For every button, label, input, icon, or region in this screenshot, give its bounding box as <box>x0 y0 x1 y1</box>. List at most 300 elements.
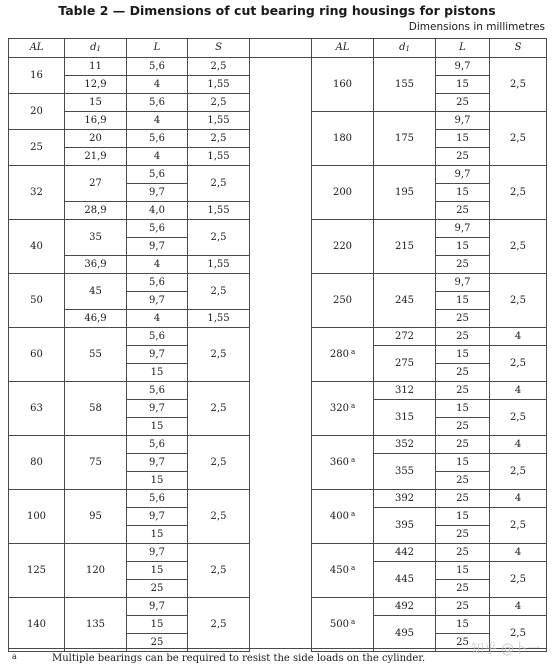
cell-value: 15 <box>456 618 469 630</box>
cell-left-al <box>9 382 65 436</box>
header-s-right: S <box>490 39 547 58</box>
cell-right-s <box>490 112 547 166</box>
cell-value: 442 <box>394 546 415 558</box>
cell-left-d1 <box>65 490 127 544</box>
cell-value: 1,55 <box>207 114 230 126</box>
cell-value: 2,5 <box>510 240 526 252</box>
cell-left-l <box>127 472 188 490</box>
cell-value: 15 <box>150 618 164 630</box>
cell-left-l <box>127 454 188 472</box>
cell-left-s <box>188 490 250 544</box>
cell-left-l <box>127 346 188 364</box>
cell-value: 312 <box>394 384 415 396</box>
cell-value: 9,7 <box>149 186 165 198</box>
cell-left-l <box>127 94 188 112</box>
cell-value: 2,5 <box>510 78 526 90</box>
cell-value: 2,5 <box>210 132 227 144</box>
cell-value: 9,7 <box>454 276 471 288</box>
cell-value: 27 <box>89 177 102 189</box>
cell-value: 32 <box>30 186 43 198</box>
cell-value: 2,5 <box>210 402 227 414</box>
cell-right-al <box>312 166 374 220</box>
cell-left-d1 <box>65 220 127 256</box>
cell-value: 5,6 <box>149 60 165 72</box>
cell-left-al <box>9 58 65 94</box>
cell-value: 2,5 <box>210 564 227 576</box>
cell-value: 445 <box>394 573 415 585</box>
cell-value: 2,5 <box>510 573 526 585</box>
cell-right-al <box>312 544 374 598</box>
cell-left-s <box>188 256 250 274</box>
cell-right-s <box>490 544 547 562</box>
cell-right-l <box>436 184 490 202</box>
cell-value: 9,7 <box>454 168 471 180</box>
cell-value: 20 <box>89 132 102 144</box>
cell-right-d1 <box>374 220 436 274</box>
cell-left-l <box>127 328 188 346</box>
cell-value: 272 <box>394 330 415 342</box>
cell-right-l <box>436 274 490 292</box>
header-d1 <box>65 39 127 58</box>
cell-value: 5,6 <box>149 492 165 504</box>
cell-left-s <box>188 274 250 310</box>
cell-left-l <box>127 418 188 436</box>
cell-value: 275 <box>394 357 415 369</box>
cell-right-al <box>312 598 374 652</box>
cell-left-d1 <box>65 112 127 130</box>
cell-value: 25 <box>456 150 469 162</box>
cell-right-l <box>436 400 490 418</box>
cell-right-s <box>490 220 547 274</box>
cell-right-al <box>312 112 374 166</box>
cell-value: 9,7 <box>149 294 165 306</box>
cell-left-al <box>9 490 65 544</box>
cell-value: 21,9 <box>84 150 107 162</box>
cell-value: 63 <box>30 402 43 414</box>
cell-right-s <box>490 328 547 346</box>
cell-value: 2,5 <box>510 357 526 369</box>
cell-value: 16 <box>30 69 43 81</box>
cell-value: 25 <box>456 528 469 540</box>
cell-left-l <box>127 382 188 400</box>
cell-value: 15 <box>456 402 469 414</box>
cell-left-s <box>188 94 250 112</box>
cell-value: 2,5 <box>510 132 526 144</box>
cell-left-l <box>127 544 188 562</box>
table-row <box>9 58 547 76</box>
cell-left-al <box>9 220 65 274</box>
cell-right-al <box>312 328 374 382</box>
cell-value: 25 <box>150 582 164 594</box>
header-d1-base-right: d <box>399 42 406 53</box>
cell-right-l <box>436 256 490 274</box>
footnote-ref: a <box>350 509 356 518</box>
cell-right-d1 <box>374 346 436 382</box>
cell-value: 16,9 <box>84 114 107 126</box>
cell-value: 11 <box>89 60 102 72</box>
cell-left-s <box>188 310 250 328</box>
cell-left-d1 <box>65 58 127 76</box>
cell-right-l <box>436 454 490 472</box>
cell-left-l <box>127 508 188 526</box>
cell-value: 1,55 <box>207 150 230 162</box>
cell-right-al <box>312 274 374 328</box>
cell-value: 195 <box>394 186 415 198</box>
cell-right-s <box>490 274 547 328</box>
header-row <box>9 39 547 58</box>
cell-value: 400 <box>329 510 349 522</box>
footnote-ref: a <box>350 455 356 464</box>
cell-right-s <box>490 454 547 490</box>
cell-value: 250 <box>332 294 353 306</box>
footnote-marker: a <box>12 652 17 661</box>
cell-value: 135 <box>85 618 106 630</box>
cell-right-l <box>436 130 490 148</box>
cell-left-d1 <box>65 166 127 202</box>
cell-value: 20 <box>30 105 43 117</box>
cell-value: 5,6 <box>149 438 165 450</box>
cell-right-d1 <box>374 598 436 616</box>
cell-value: 25 <box>456 636 469 648</box>
cell-left-d1 <box>65 148 127 166</box>
cell-value: 100 <box>26 510 47 522</box>
cell-value: 25 <box>456 330 469 342</box>
cell-value: 2,5 <box>210 60 227 72</box>
cell-left-d1 <box>65 544 127 598</box>
cell-right-l <box>436 526 490 544</box>
cell-right-s <box>490 490 547 508</box>
cell-right-s <box>490 598 547 616</box>
cell-left-d1 <box>65 76 127 94</box>
cell-value: 5,6 <box>149 330 165 342</box>
cell-right-d1 <box>374 400 436 436</box>
cell-value: 25 <box>456 96 469 108</box>
cell-left-l <box>127 112 188 130</box>
cell-value: 155 <box>394 78 415 90</box>
cell-value: 4,0 <box>149 204 165 216</box>
cell-value: 15 <box>89 96 102 108</box>
cell-value: 360 <box>329 456 349 468</box>
cell-value: 315 <box>394 411 415 423</box>
cell-value: 395 <box>394 519 415 531</box>
cell-value: 15 <box>150 420 164 432</box>
cell-value: 9,7 <box>149 240 165 252</box>
cell-right-l <box>436 292 490 310</box>
cell-value: 492 <box>394 600 415 612</box>
cell-left-l <box>127 310 188 328</box>
cell-left-s <box>188 166 250 202</box>
cell-left-s <box>188 436 250 490</box>
cell-value: 15 <box>456 510 469 522</box>
cell-value: 5,6 <box>149 384 165 396</box>
cell-value: 80 <box>30 456 43 468</box>
cell-left-s <box>188 328 250 382</box>
cell-value: 15 <box>456 186 469 198</box>
cell-value: 4 <box>514 600 522 612</box>
cell-value: 25 <box>456 366 469 378</box>
cell-value: 1,55 <box>207 204 230 216</box>
cell-left-l <box>127 526 188 544</box>
cell-value: 15 <box>150 474 164 486</box>
cell-right-l <box>436 94 490 112</box>
watermark: 知乎 @卜一 <box>470 642 540 657</box>
cell-right-l <box>436 202 490 220</box>
cell-value: 2,5 <box>510 186 526 198</box>
cell-left-d1 <box>65 202 127 220</box>
cell-left-l <box>127 76 188 94</box>
cell-left-l <box>127 184 188 202</box>
cell-value: 46,9 <box>84 312 107 324</box>
cell-value: 95 <box>89 510 102 522</box>
cell-value: 12,9 <box>84 78 107 90</box>
cell-value: 1,55 <box>207 78 230 90</box>
cell-value: 25 <box>456 438 469 450</box>
cell-left-d1 <box>65 256 127 274</box>
footnote-ref: a <box>350 563 356 572</box>
footnote-ref: a <box>350 401 356 410</box>
units-note: Dimensions in millimetres <box>408 21 545 33</box>
cell-left-al <box>9 94 65 130</box>
header-d1-base: d <box>90 42 97 53</box>
cell-value: 2,5 <box>210 177 227 189</box>
cell-left-l <box>127 598 188 616</box>
cell-left-l <box>127 148 188 166</box>
cell-left-l <box>127 256 188 274</box>
cell-left-s <box>188 220 250 256</box>
header-s: S <box>188 39 250 58</box>
cell-value: 15 <box>456 78 469 90</box>
cell-value: 500 <box>329 618 349 630</box>
cell-left-d1 <box>65 94 127 112</box>
cell-value: 25 <box>456 312 469 324</box>
cell-right-l <box>436 580 490 598</box>
table-body <box>9 58 547 652</box>
cell-left-s <box>188 76 250 94</box>
cell-left-s <box>188 130 250 148</box>
header-d1-right <box>374 39 436 58</box>
cell-value: 50 <box>30 294 43 306</box>
cell-value: 355 <box>394 465 415 477</box>
cell-value: 125 <box>26 564 47 576</box>
cell-right-al <box>312 58 374 112</box>
cell-value: 15 <box>456 456 469 468</box>
cell-right-al <box>312 490 374 544</box>
cell-value: 2,5 <box>210 456 227 468</box>
cell-value: 5,6 <box>149 168 165 180</box>
cell-right-d1 <box>374 544 436 562</box>
cell-value: 495 <box>394 627 415 639</box>
cell-left-l <box>127 274 188 292</box>
cell-value: 160 <box>332 78 353 90</box>
cell-value: 25 <box>456 420 469 432</box>
cell-right-l <box>436 220 490 238</box>
cell-left-s <box>188 382 250 436</box>
cell-value: 25 <box>456 474 469 486</box>
cell-value: 4 <box>514 438 522 450</box>
cell-left-d1 <box>65 274 127 310</box>
cell-value: 15 <box>456 564 469 576</box>
cell-value: 2,5 <box>510 519 526 531</box>
cell-value: 1,55 <box>207 312 230 324</box>
cell-value: 60 <box>30 348 43 360</box>
footnote-text: Multiple bearings can be required to resist the side loads on the cylinder. <box>52 653 426 664</box>
cell-left-d1 <box>65 310 127 328</box>
cell-right-s <box>490 400 547 436</box>
cell-right-d1 <box>374 436 436 454</box>
cell-right-l <box>436 310 490 328</box>
cell-right-l <box>436 238 490 256</box>
cell-right-d1 <box>374 274 436 328</box>
cell-value: 15 <box>456 348 469 360</box>
cell-value: 9,7 <box>454 222 471 234</box>
cell-value: 220 <box>332 240 353 252</box>
cell-value: 352 <box>394 438 415 450</box>
cell-value: 75 <box>89 456 102 468</box>
cell-left-l <box>127 490 188 508</box>
cell-value: 25 <box>456 582 469 594</box>
cell-value: 2,5 <box>510 627 526 639</box>
cell-left-al <box>9 166 65 220</box>
cell-value: 4 <box>153 258 161 270</box>
cell-value: 4 <box>153 150 161 162</box>
cell-right-d1 <box>374 616 436 652</box>
cell-value: 175 <box>394 132 415 144</box>
header-l-right: L <box>436 39 490 58</box>
cell-left-l <box>127 58 188 76</box>
cell-value: 215 <box>394 240 415 252</box>
cell-value: 58 <box>89 402 102 414</box>
cell-left-l <box>127 580 188 598</box>
cell-left-al <box>9 598 65 652</box>
cell-value: 25 <box>456 546 469 558</box>
cell-value: 15 <box>150 564 164 576</box>
header-al-right: AL <box>312 39 374 58</box>
cell-value: 245 <box>394 294 415 306</box>
cell-value: 4 <box>153 312 161 324</box>
cell-right-l <box>436 508 490 526</box>
cell-right-al <box>312 382 374 436</box>
cell-left-al <box>9 544 65 598</box>
cell-right-l <box>436 328 490 346</box>
cell-value: 2,5 <box>210 231 227 243</box>
cell-right-l <box>436 58 490 76</box>
cell-value: 280 <box>329 348 349 360</box>
cell-right-s <box>490 562 547 598</box>
cell-value: 9,7 <box>149 600 165 612</box>
cell-right-s <box>490 382 547 400</box>
cell-value: 25 <box>150 636 164 648</box>
cell-left-l <box>127 238 188 256</box>
cell-value: 2,5 <box>210 348 227 360</box>
cell-left-s <box>188 544 250 598</box>
cell-right-d1 <box>374 166 436 220</box>
cell-left-l <box>127 166 188 184</box>
cell-value: 4 <box>514 546 522 558</box>
cell-right-s <box>490 436 547 454</box>
cell-value: 4 <box>514 384 522 396</box>
table-title: Table 2 — Dimensions of cut bearing ring housings for pistons <box>58 3 496 18</box>
cell-left-al <box>9 130 65 166</box>
cell-right-l <box>436 490 490 508</box>
cell-right-d1 <box>374 58 436 112</box>
cell-value: 25 <box>456 384 469 396</box>
cell-left-d1 <box>65 382 127 436</box>
header-spacer <box>250 39 312 58</box>
cell-right-l <box>436 436 490 454</box>
cell-value: 28,9 <box>84 204 107 216</box>
cell-left-l <box>127 436 188 454</box>
cell-right-l <box>436 598 490 616</box>
cell-value: 15 <box>456 132 469 144</box>
cell-right-l <box>436 148 490 166</box>
cell-value: 5,6 <box>149 132 165 144</box>
spacer-column <box>250 58 312 652</box>
cell-value: 2,5 <box>210 618 227 630</box>
cell-value: 15 <box>456 240 469 252</box>
cell-left-al <box>9 274 65 328</box>
cell-right-s <box>490 508 547 544</box>
cell-left-l <box>127 292 188 310</box>
cell-left-l <box>127 400 188 418</box>
cell-right-d1 <box>374 562 436 598</box>
cell-left-s <box>188 58 250 76</box>
cell-right-l <box>436 166 490 184</box>
cell-value: 2,5 <box>210 285 227 297</box>
cell-left-s <box>188 112 250 130</box>
cell-left-s <box>188 148 250 166</box>
cell-value: 25 <box>456 600 469 612</box>
cell-value: 25 <box>456 492 469 504</box>
cell-value: 320 <box>329 402 349 414</box>
cell-value: 120 <box>85 564 106 576</box>
cell-left-d1 <box>65 328 127 382</box>
cell-left-s <box>188 598 250 652</box>
cell-right-d1 <box>374 328 436 346</box>
cell-left-l <box>127 130 188 148</box>
cell-left-d1 <box>65 598 127 652</box>
cell-value: 9,7 <box>149 402 165 414</box>
header-l: L <box>127 39 188 58</box>
cell-value: 5,6 <box>149 276 165 288</box>
footnote <box>8 648 546 671</box>
cell-value: 4 <box>153 78 161 90</box>
cell-left-l <box>127 202 188 220</box>
cell-value: 2,5 <box>510 411 526 423</box>
cell-value: 200 <box>332 186 353 198</box>
cell-value: 25 <box>456 204 469 216</box>
cell-right-l <box>436 382 490 400</box>
cell-value: 140 <box>26 618 47 630</box>
cell-value: 55 <box>89 348 102 360</box>
cell-right-l <box>436 346 490 364</box>
cell-value: 9,7 <box>149 456 165 468</box>
cell-left-l <box>127 220 188 238</box>
cell-value: 180 <box>332 132 353 144</box>
footnote-ref: a <box>350 347 356 356</box>
cell-value: 25 <box>30 141 43 153</box>
cell-value: 36,9 <box>84 258 107 270</box>
header-d1-sub: 1 <box>96 45 101 53</box>
cell-value: 15 <box>150 366 164 378</box>
cell-right-s <box>490 58 547 112</box>
cell-right-al <box>312 436 374 490</box>
cell-right-d1 <box>374 490 436 508</box>
cell-right-d1 <box>374 454 436 490</box>
cell-left-d1 <box>65 130 127 148</box>
cell-value: 392 <box>394 492 415 504</box>
cell-left-s <box>188 202 250 220</box>
footnote-ref: a <box>350 617 356 626</box>
